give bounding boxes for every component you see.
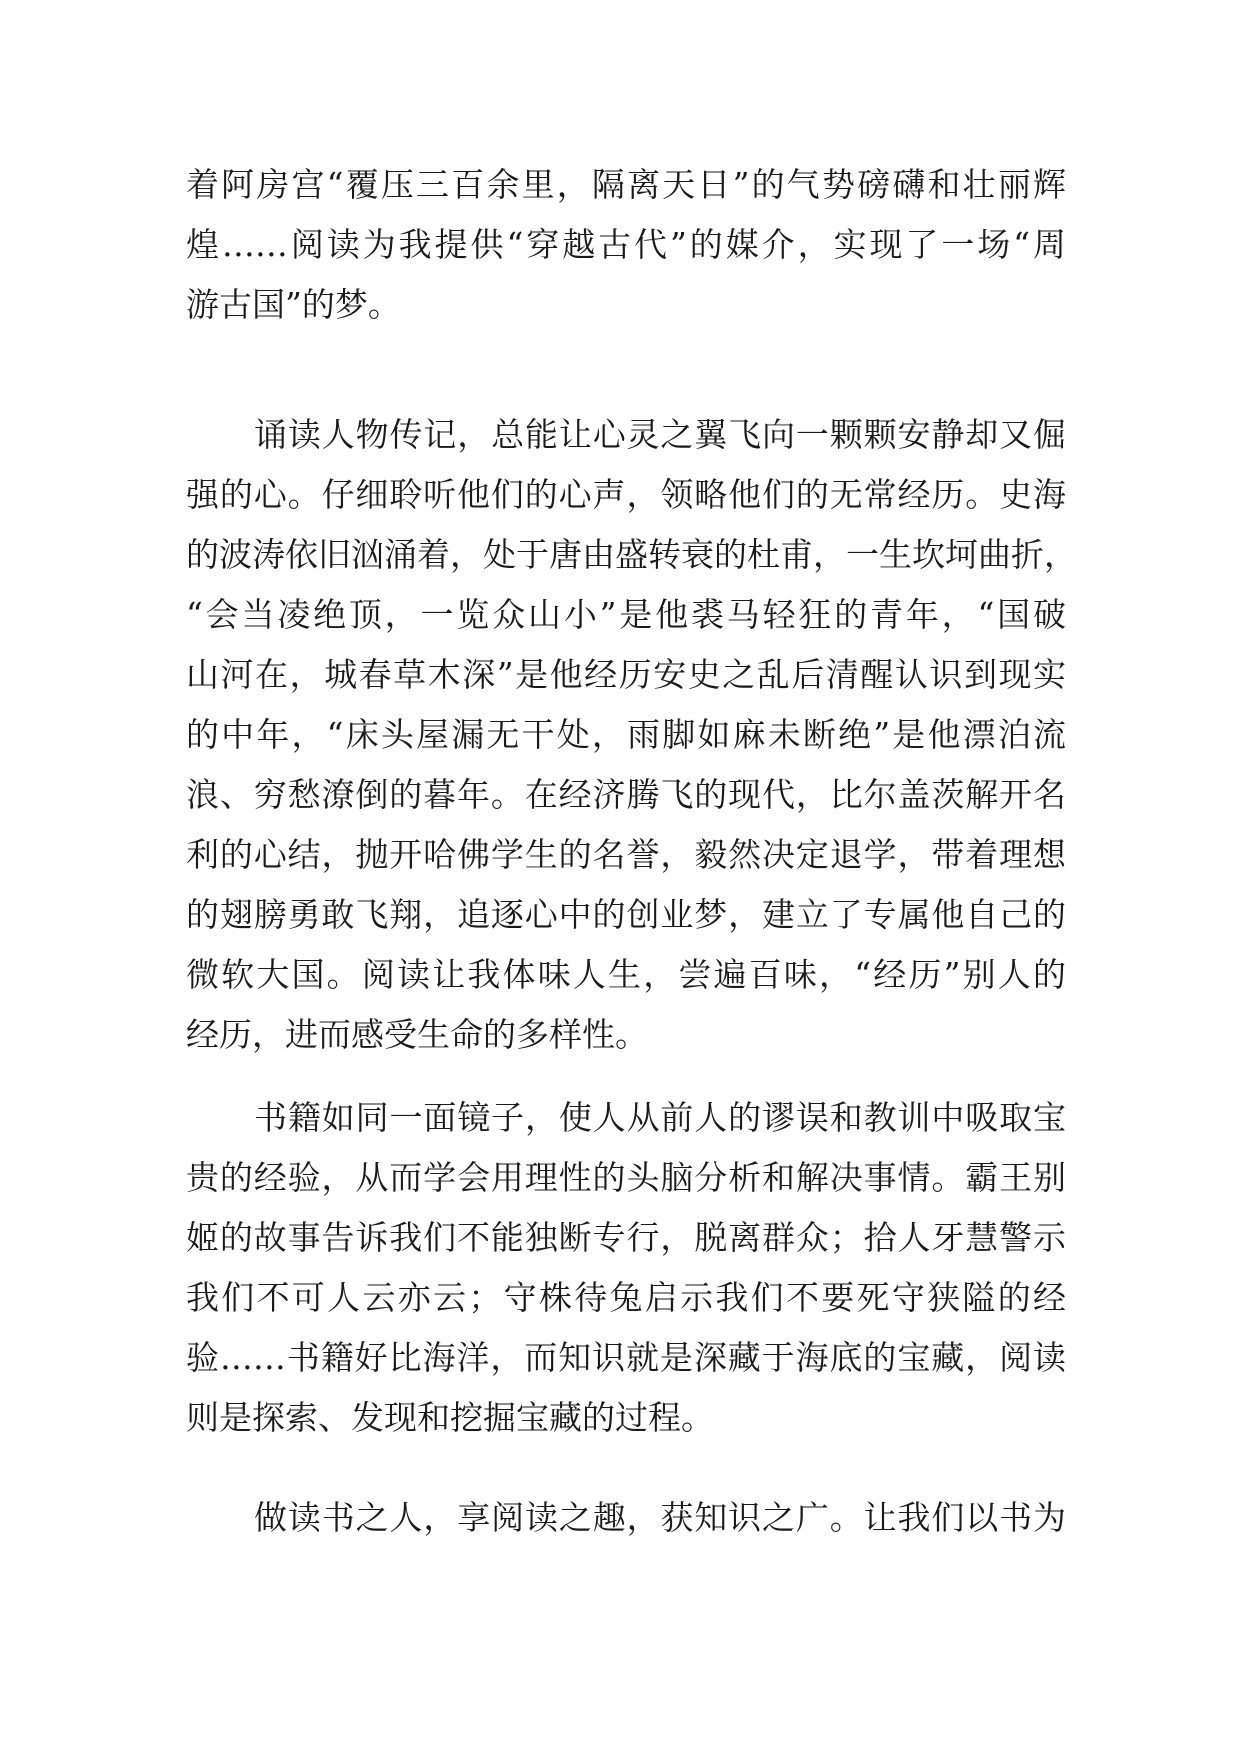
paragraph-line: 煌……阅读为我提供“穿越古代”的媒介，实现了一场“周 [186,225,1066,264]
paragraph-line: 的波涛依旧汹涌着，处于唐由盛转衰的杜甫，一生坎坷曲折， [186,535,1077,574]
paragraph-line: 贵的经验，从而学会用理性的头脑分析和解决事情。霸王别 [186,1158,1066,1197]
paragraph-line: 书籍如同一面镜子，使人从前人的谬误和教训中吸取宝 [254,1098,1066,1137]
paragraph-line: 诵读人物传记，总能让心灵之翼飞向一颗颗安静却又倔 [254,415,1066,454]
paragraph-3 [186,1088,1066,1448]
paragraph-2 [186,405,1077,1065]
paragraph-line: 的翅膀勇敢飞翔，追逐心中的创业梦，建立了专属他自己的 [186,895,1066,934]
paragraph-4 [186,1488,1066,1548]
paragraph-line: 我们不可人云亦云；守株待兔启示我们不要死守狭隘的经 [186,1278,1066,1317]
paragraph-line: 则是探索、发现和挖掘宝藏的过程。 [186,1398,714,1437]
paragraph-line: 山河在，城春草木深”是他经历安史之乱后清醒认识到现实 [186,655,1066,694]
paragraph-line: 强的心。仔细聆听他们的心声，领略他们的无常经历。史海 [186,475,1066,514]
paragraph-1 [186,155,1066,335]
paragraph-line: 浪、穷愁潦倒的暮年。在经济腾飞的现代，比尔盖茨解开名 [186,775,1066,814]
paragraph-line: 利的心结，抛开哈佛学生的名誉，毅然决定退学，带着理想 [186,835,1066,874]
paragraph-line: 做读书之人，享阅读之趣，获知识之广。让我们以书为 [254,1498,1066,1537]
paragraph-line: 游古国”的梦。 [186,285,401,324]
paragraph-line: 姬的故事告诉我们不能独断专行，脱离群众；拾人牙慧警示 [186,1218,1066,1257]
paragraph-line: 经历，进而感受生命的多样性。 [186,1015,648,1054]
paragraph-line: 验……书籍好比海洋，而知识就是深藏于海底的宝藏，阅读 [186,1338,1066,1377]
paragraph-line: “会当凌绝顶，一览众山小”是他裘马轻狂的青年，“国破 [186,595,1066,634]
paragraph-line: 的中年，“床头屋漏无干处，雨脚如麻未断绝”是他漂泊流 [186,715,1066,754]
paragraph-line: 着阿房宫“覆压三百余里，隔离天日”的气势磅礴和壮丽辉 [186,165,1066,204]
paragraph-line: 微软大国。阅读让我体味人生，尝遍百味，“经历”别人的 [186,955,1066,994]
